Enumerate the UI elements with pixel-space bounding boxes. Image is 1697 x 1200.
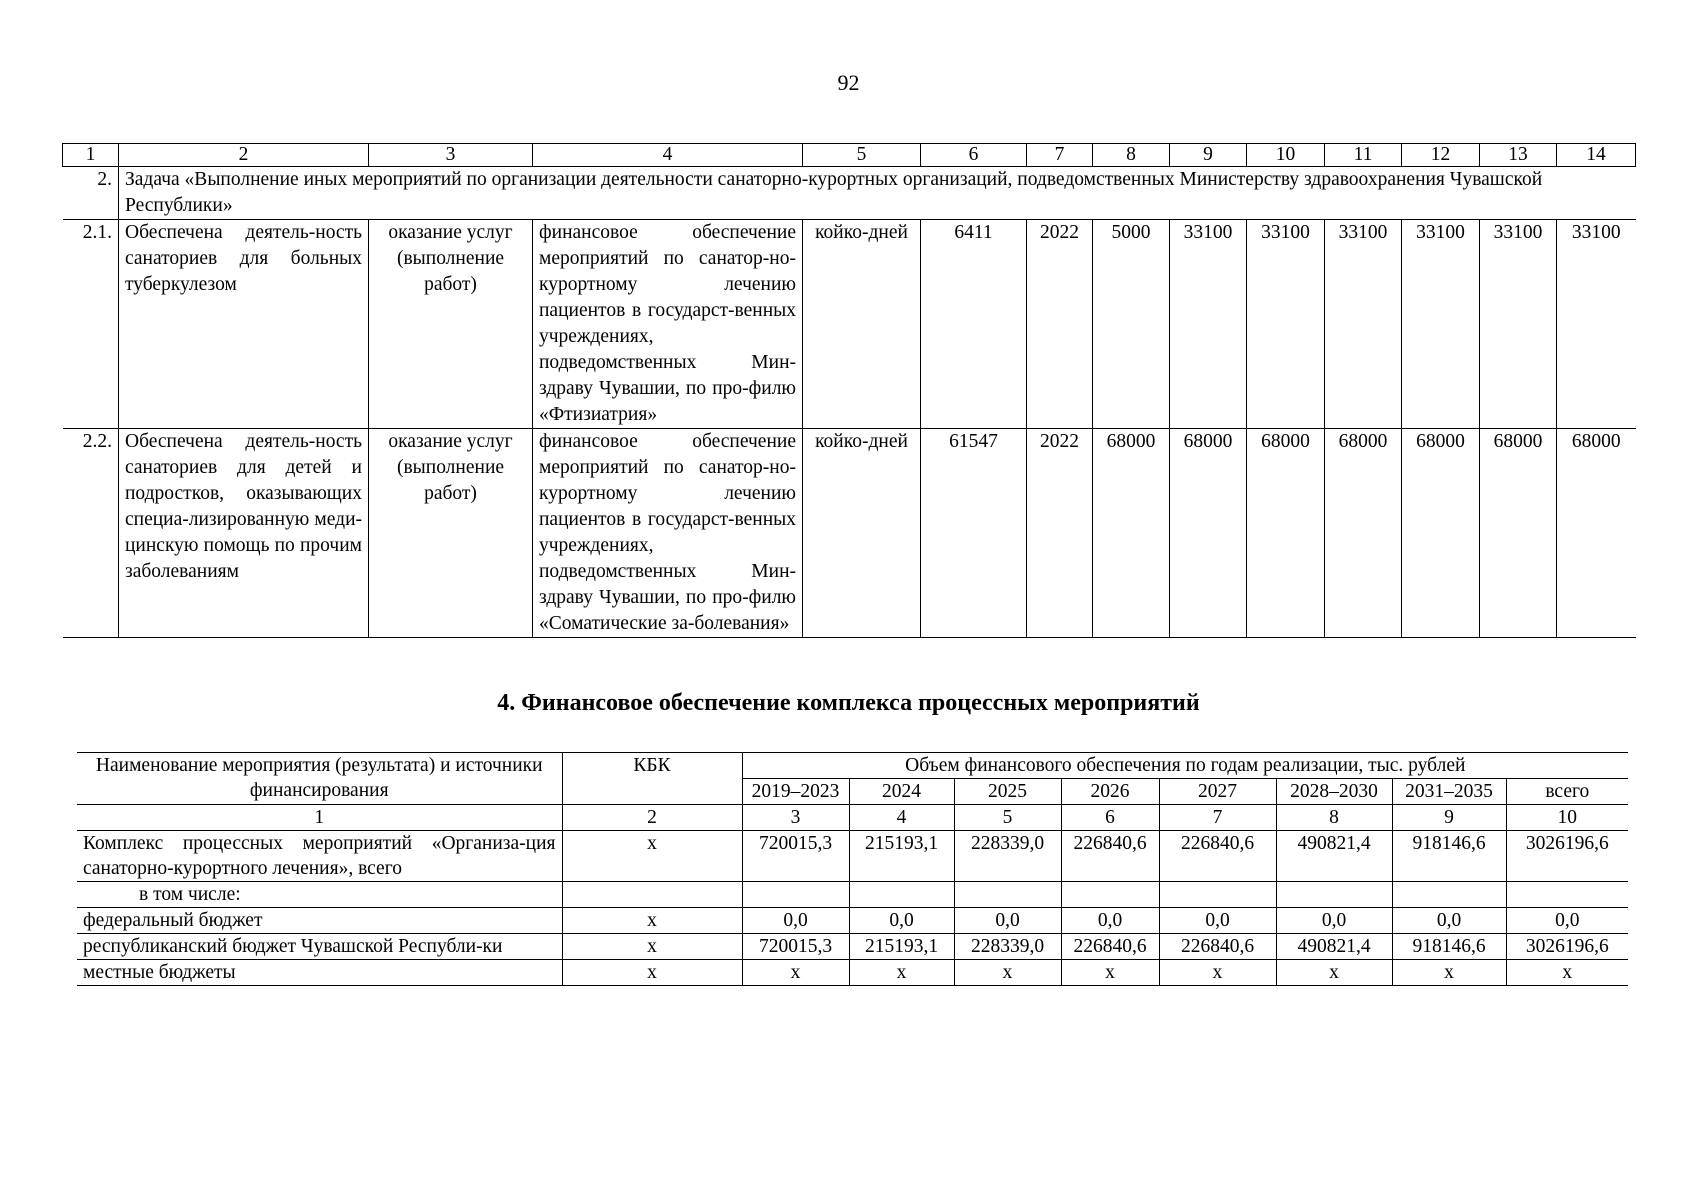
value-cell: 720015,3 bbox=[742, 831, 849, 882]
base-year-cell: 2022 bbox=[1027, 429, 1093, 638]
col-number: 4 bbox=[849, 805, 954, 831]
header-year: 2024 bbox=[849, 779, 954, 805]
value-cell: 33100 bbox=[1557, 220, 1636, 429]
value-cell: 68000 bbox=[1402, 429, 1480, 638]
value-cell: х bbox=[1159, 960, 1276, 986]
col-number: 4 bbox=[533, 144, 803, 167]
column-number-row bbox=[77, 805, 1628, 831]
task-text: Задача «Выполнение иных мероприятий по организации деятельности санаторно-курортных организаций, подведомственных Министерству здравоохранения Чувашской Республики» bbox=[119, 167, 1636, 220]
col-number: 7 bbox=[1027, 144, 1093, 167]
col-number: 10 bbox=[1506, 805, 1628, 831]
value-cell: 228339,0 bbox=[954, 831, 1061, 882]
value-cell: х bbox=[849, 960, 954, 986]
unit-cell: койко-дней bbox=[803, 429, 921, 638]
value-cell: 3026196,6 bbox=[1506, 831, 1628, 882]
task-row bbox=[63, 167, 1636, 220]
col-number: 1 bbox=[63, 144, 119, 167]
base-value-cell: 6411 bbox=[921, 220, 1027, 429]
col-number: 6 bbox=[1061, 805, 1159, 831]
value-cell: 68000 bbox=[1557, 429, 1636, 638]
row-name: местные бюджеты bbox=[77, 960, 562, 986]
table-row bbox=[63, 220, 1636, 429]
value-cell: 68000 bbox=[1170, 429, 1247, 638]
value-cell: 226840,6 bbox=[1061, 831, 1159, 882]
column-number-row bbox=[63, 144, 1636, 167]
base-value-cell: 61547 bbox=[921, 429, 1027, 638]
value-cell: 33100 bbox=[1170, 220, 1247, 429]
value-cell: 215193,1 bbox=[849, 934, 954, 960]
description-cell: финансовое обеспечение мероприятий по санатор-но-курортному лечению пациентов в государст-венных учреждениях, подведомственных Мин-здраву Чувашии, по про-филю «Фтизиатрия» bbox=[533, 220, 803, 429]
value-cell: 226840,6 bbox=[1159, 934, 1276, 960]
table-row bbox=[63, 429, 1636, 638]
value-cell: 3026196,6 bbox=[1506, 934, 1628, 960]
kbk-cell: х bbox=[562, 908, 742, 934]
value-cell: 0,0 bbox=[849, 908, 954, 934]
value-cell bbox=[1506, 882, 1628, 908]
col-number: 8 bbox=[1093, 144, 1170, 167]
table-row bbox=[77, 882, 1628, 908]
value-cell: х bbox=[1276, 960, 1392, 986]
table-row bbox=[77, 831, 1628, 882]
header-year: всего bbox=[1506, 779, 1628, 805]
header-year: 2026 bbox=[1061, 779, 1159, 805]
col-number: 3 bbox=[369, 144, 533, 167]
result-cell: Обеспечена деятель-ность санаториев для больных туберкулезом bbox=[119, 220, 369, 429]
type-cell: оказание услуг (выполнение работ) bbox=[369, 429, 533, 638]
col-number: 3 bbox=[742, 805, 849, 831]
indicators-table bbox=[62, 143, 1636, 638]
task-number: 2. bbox=[63, 167, 119, 220]
col-number: 1 bbox=[77, 805, 562, 831]
page-number: 92 bbox=[837, 70, 860, 95]
value-cell: х bbox=[742, 960, 849, 986]
header-year: 2019–2023 bbox=[742, 779, 849, 805]
value-cell bbox=[1276, 882, 1392, 908]
col-number: 12 bbox=[1402, 144, 1480, 167]
value-cell: 68000 bbox=[1480, 429, 1557, 638]
col-number: 10 bbox=[1247, 144, 1325, 167]
value-cell: 720015,3 bbox=[742, 934, 849, 960]
col-number: 13 bbox=[1480, 144, 1557, 167]
value-cell: 0,0 bbox=[1276, 908, 1392, 934]
value-cell: 33100 bbox=[1480, 220, 1557, 429]
row-number: 2.2. bbox=[63, 429, 119, 638]
table-row bbox=[77, 934, 1628, 960]
value-cell: 33100 bbox=[1325, 220, 1402, 429]
value-cell: 215193,1 bbox=[849, 831, 954, 882]
value-cell: х bbox=[954, 960, 1061, 986]
table-row bbox=[77, 908, 1628, 934]
value-cell bbox=[1159, 882, 1276, 908]
col-number: 11 bbox=[1325, 144, 1402, 167]
value-cell bbox=[954, 882, 1061, 908]
value-cell bbox=[849, 882, 954, 908]
kbk-cell: х bbox=[562, 960, 742, 986]
value-cell bbox=[742, 882, 849, 908]
value-cell: х bbox=[1506, 960, 1628, 986]
header-year: 2025 bbox=[954, 779, 1061, 805]
header-year: 2027 bbox=[1159, 779, 1276, 805]
result-cell: Обеспечена деятель-ность санаториев для детей и подростков, оказывающих специа-лизированную меди-цинскую помощь по прочим заболеваниям bbox=[119, 429, 369, 638]
col-number: 2 bbox=[562, 805, 742, 831]
value-cell: 0,0 bbox=[1159, 908, 1276, 934]
kbk-cell: х bbox=[562, 934, 742, 960]
value-cell bbox=[1392, 882, 1506, 908]
header-row bbox=[77, 753, 1628, 779]
header-year: 2031–2035 bbox=[1392, 779, 1506, 805]
value-cell: 228339,0 bbox=[954, 934, 1061, 960]
value-cell: 918146,6 bbox=[1392, 831, 1506, 882]
value-cell: 918146,6 bbox=[1392, 934, 1506, 960]
col-number: 8 bbox=[1276, 805, 1392, 831]
value-cell: 33100 bbox=[1402, 220, 1480, 429]
header-kbk: КБК bbox=[562, 753, 742, 805]
value-cell: 226840,6 bbox=[1061, 934, 1159, 960]
col-number: 14 bbox=[1557, 144, 1636, 167]
kbk-cell: х bbox=[562, 831, 742, 882]
col-number: 2 bbox=[119, 144, 369, 167]
value-cell: х bbox=[1392, 960, 1506, 986]
base-year-cell: 2022 bbox=[1027, 220, 1093, 429]
value-cell: 33100 bbox=[1247, 220, 1325, 429]
unit-cell: койко-дней bbox=[803, 220, 921, 429]
header-name: Наименование мероприятия (результата) и источники финансирования bbox=[77, 753, 562, 805]
financing-table bbox=[77, 752, 1628, 986]
section-title: 4. Финансовое обеспечение комплекса процессных мероприятий bbox=[497, 690, 1200, 716]
value-cell bbox=[1061, 882, 1159, 908]
value-cell: 0,0 bbox=[1061, 908, 1159, 934]
value-cell: 0,0 bbox=[742, 908, 849, 934]
value-cell: х bbox=[1061, 960, 1159, 986]
col-number: 9 bbox=[1392, 805, 1506, 831]
value-cell: 490821,4 bbox=[1276, 934, 1392, 960]
value-cell: 68000 bbox=[1325, 429, 1402, 638]
kbk-cell bbox=[562, 882, 742, 908]
value-cell: 0,0 bbox=[954, 908, 1061, 934]
col-number: 7 bbox=[1159, 805, 1276, 831]
table-row bbox=[77, 960, 1628, 986]
value-cell: 68000 bbox=[1247, 429, 1325, 638]
description-cell: финансовое обеспечение мероприятий по санатор-но-курортному лечению пациентов в государст-венных учреждениях, подведомственных Мин-здраву Чувашии, по про-филю «Соматические за-болевания» bbox=[533, 429, 803, 638]
value-cell: 68000 bbox=[1093, 429, 1170, 638]
col-number: 5 bbox=[803, 144, 921, 167]
value-cell: 226840,6 bbox=[1159, 831, 1276, 882]
value-cell: 5000 bbox=[1093, 220, 1170, 429]
row-name: в том числе: bbox=[77, 882, 562, 908]
header-volume: Объем финансового обеспечения по годам реализации, тыс. рублей bbox=[742, 753, 1628, 779]
row-name: Комплекс процессных мероприятий «Организа-ция санаторно-курортного лечения», всего bbox=[77, 831, 562, 882]
row-number: 2.1. bbox=[63, 220, 119, 429]
value-cell: 0,0 bbox=[1392, 908, 1506, 934]
type-cell: оказание услуг (выполнение работ) bbox=[369, 220, 533, 429]
header-year: 2028–2030 bbox=[1276, 779, 1392, 805]
value-cell: 0,0 bbox=[1506, 908, 1628, 934]
row-name: федеральный бюджет bbox=[77, 908, 562, 934]
row-name: республиканский бюджет Чувашской Республи-ки bbox=[77, 934, 562, 960]
col-number: 9 bbox=[1170, 144, 1247, 167]
col-number: 6 bbox=[921, 144, 1027, 167]
col-number: 5 bbox=[954, 805, 1061, 831]
value-cell: 490821,4 bbox=[1276, 831, 1392, 882]
